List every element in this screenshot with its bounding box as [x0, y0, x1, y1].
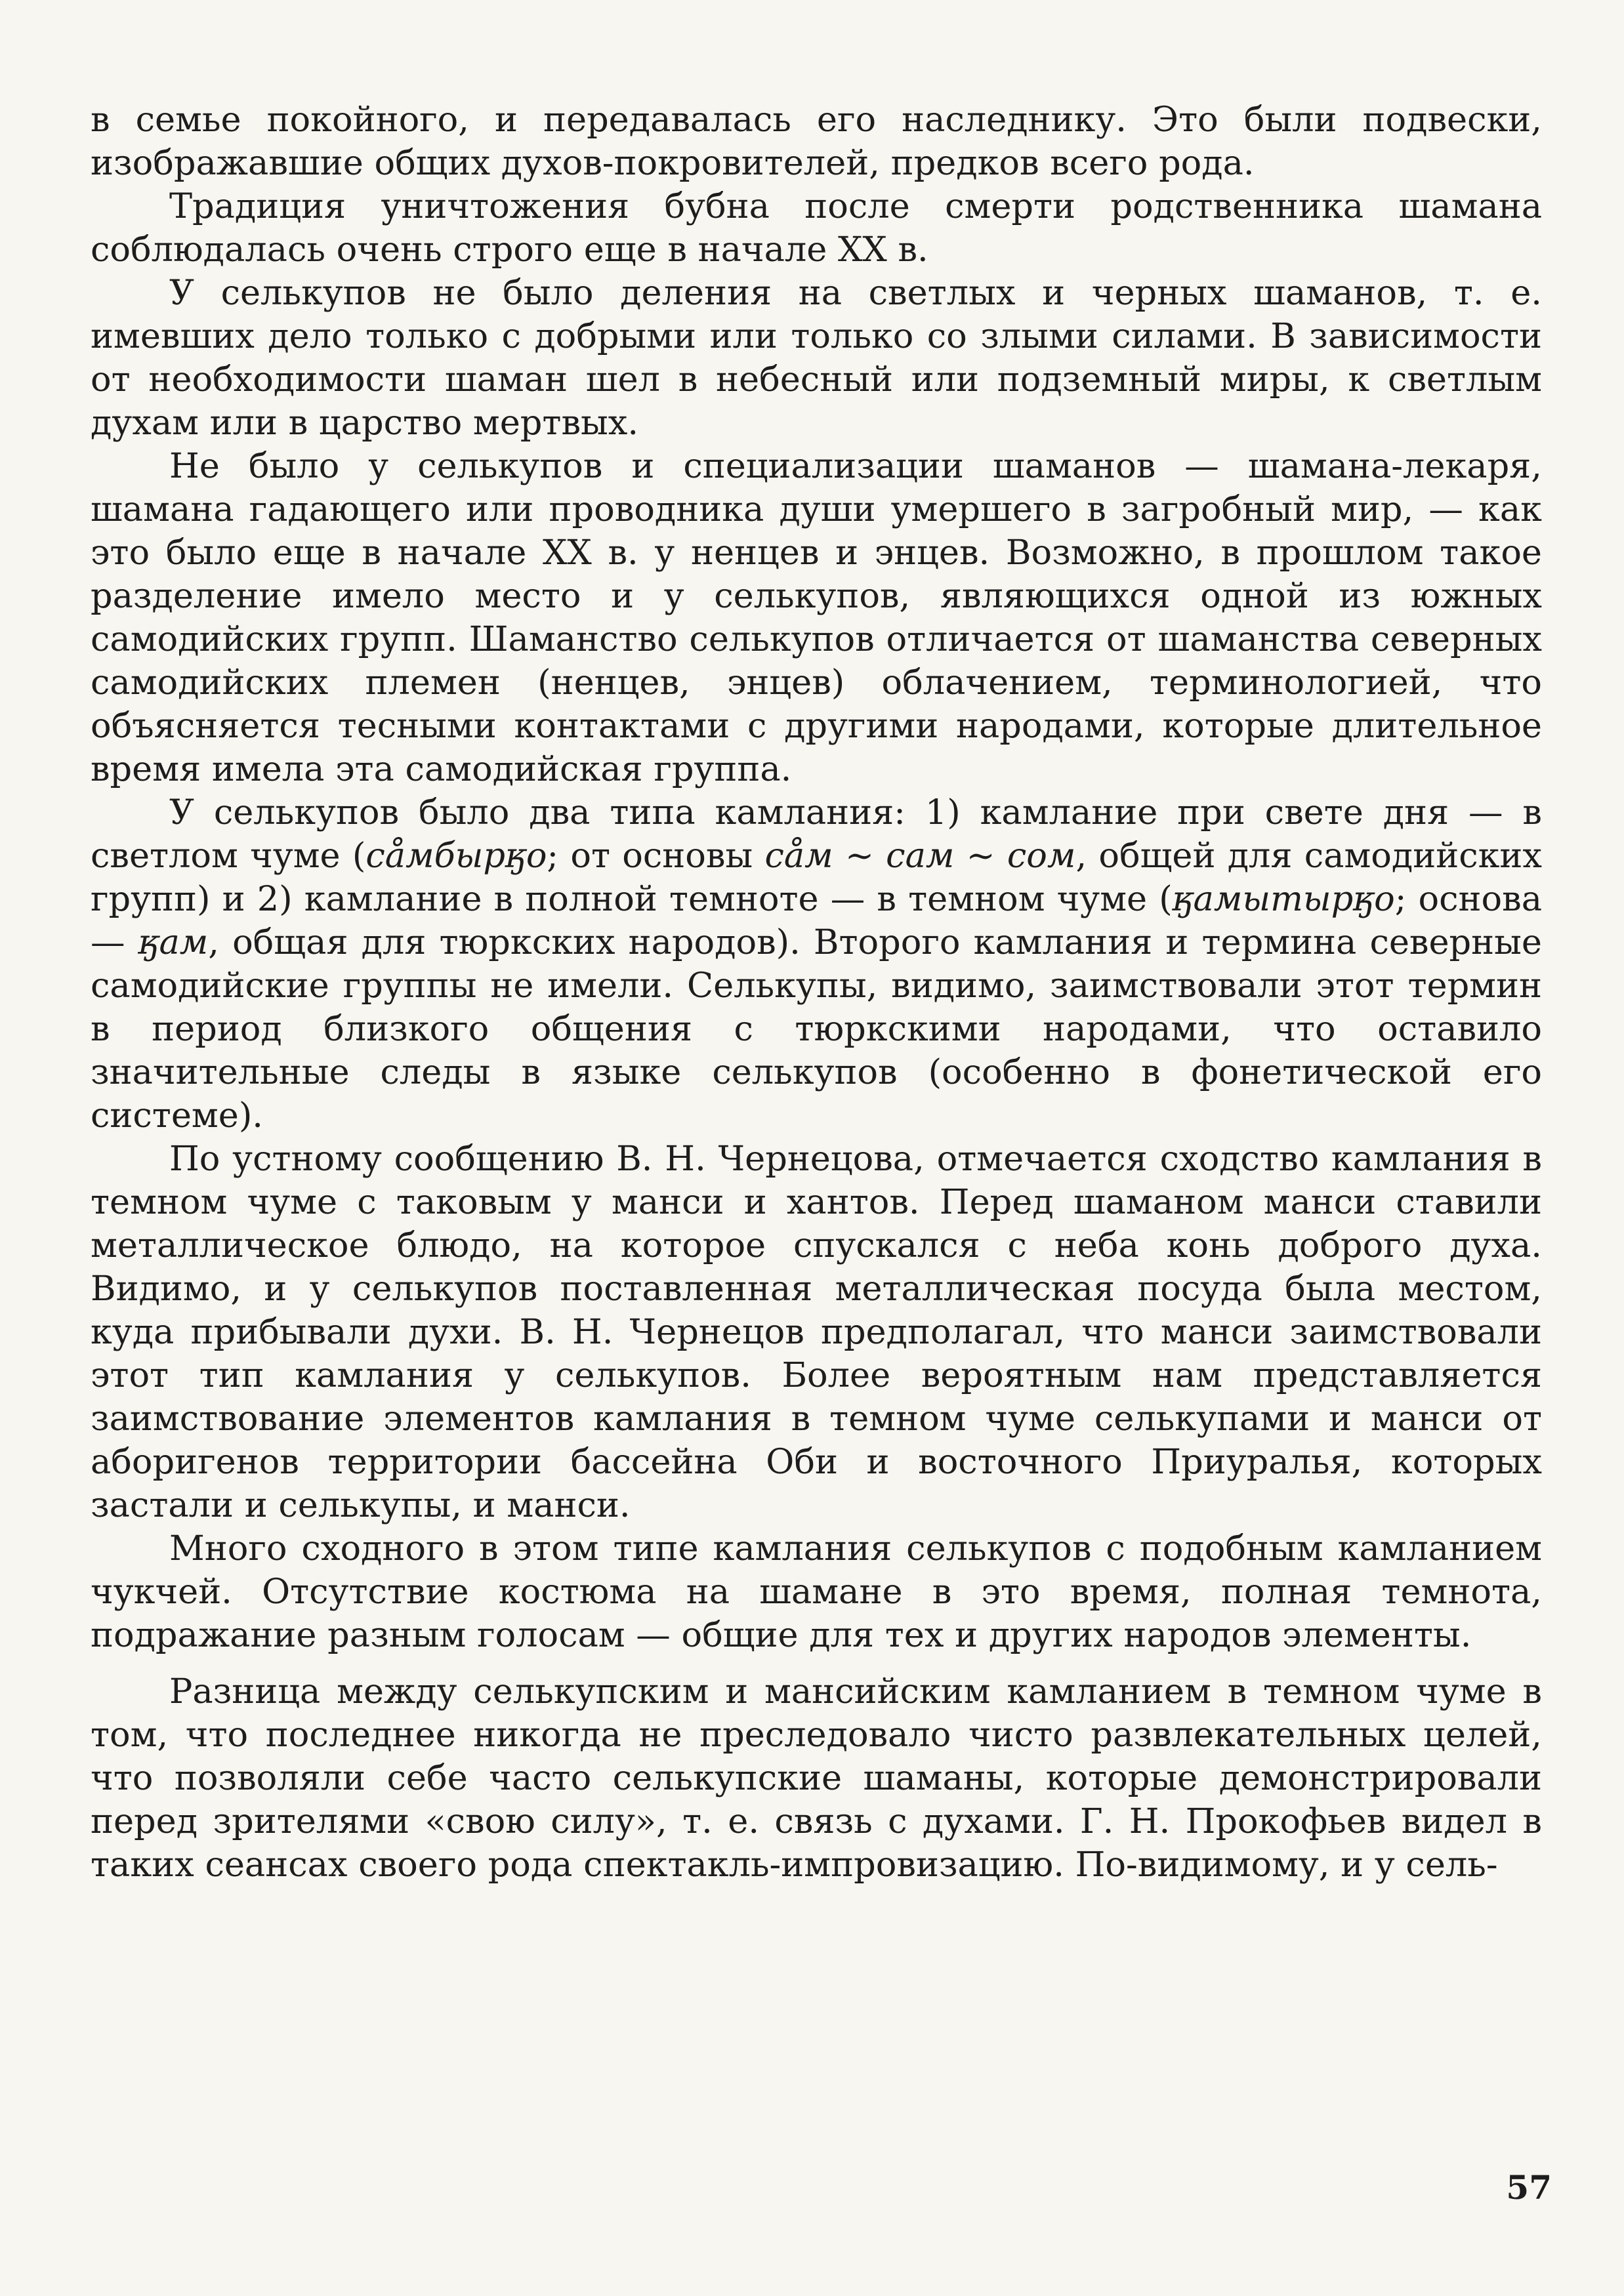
term-kamytyrko: ӄамытырӄо — [1172, 879, 1395, 919]
paragraph-5-text-5: , общая для тюркских народов). Второго камлания и термина северные самодийские группы не имели. Селькупы, видимо, заимствовали этот термин в период близкого общения с тюркскими народами, что оставило значительные следы в языке селькупов (особенно в фонетической его системе). — [91, 922, 1542, 1136]
paragraph-6: По устному сообщению В. Н. Чернецова, отмечается сходство камлания в темном чуме с таковым у манси и хантов. Перед шаманом манси ставили металлическое блюдо, на которое спускался с неба конь доброго духа. Видимо, и у селькупов поставленная металлическая посуда была местом, куда прибывали духи. В. Н. Чернецов предполагал, что манси заимствовали этот тип камлания у селькупов. Более вероятным нам представляется заимствование элементов камлания в темном чуме селькупами и манси от аборигенов территории бассейна Оби и восточного Приуралья, которых застали и селькупы, и манси. — [91, 1139, 1542, 1525]
paragraph-5 — [91, 791, 1542, 1138]
paragraph-4: Не было у селькупов и специализации шаманов — шамана-лекаря, шамана гадающего или проводника души умершего в загробный мир, — как это было еще в начале XX в. у ненцев и энцев. Возможно, в прошлом такое разделение имело место и у селькупов, являющихся одной из южных самодийских групп. Шаманство селькупов отличается от шаманства северных самодийских племен (ненцев, энцев) облачением, терминологией, что объясняется тесными контактами с другими народами, которые длительное время имела эта самодийская группа. — [91, 446, 1542, 789]
term-sambyrko: са̊мбырӄо — [365, 836, 547, 876]
paragraph-5-text-1: У селькупов было два типа камлания: 1) камлание при свете дня — в светлом чуме ( — [91, 792, 1542, 876]
paragraph-5-text-4: ; основа — — [91, 879, 1542, 962]
paragraph-8: Разница между селькупским и мансийским камланием в темном чуме в том, что последнее никогда не преследовало чисто развлекательных целей, что позволяли себе часто селькупские шаманы, которые демонстрировали перед зрителями «свою силу», т. е. связь с духами. Г. Н. Прокофьев видел в таких сеансах своего рода спектакль-импровизацию. По-видимому, и у сель- — [91, 1671, 1542, 1885]
term-sam-root: са̊м ∼ сам ∼ сом — [764, 836, 1076, 876]
paragraph-5-text-3: , общей для самодийских групп) и 2) камлание в полной темноте — в темном чуме ( — [91, 836, 1543, 919]
term-kam: ӄам — [138, 922, 209, 962]
paragraph-3: У селькупов не было деления на светлых и черных шаманов, т. е. имевших дело только с добрыми или только со злыми силами. В зависимости от необходимости шаман шел в небесный или подземный миры, к светлым духам или в царство мертвых. — [91, 273, 1542, 443]
paragraph-5-text-2: ; от основы — [547, 836, 765, 876]
body-text — [91, 98, 1542, 1887]
paragraph-7: Много сходного в этом типе камлания селькупов с подобным камланием чукчей. Отсутствие костюма на шамане в это время, полная темнота, подражание разным голосам — общие для тех и других народов элементы. — [91, 1528, 1542, 1655]
page-number: 57 — [1506, 2168, 1552, 2207]
paragraph-1: в семье покойного, и передавалась его наследнику. Это были подвески, изображавшие общих духов-покровителей, предков всего рода. — [91, 100, 1542, 183]
paragraph-2: Традиция уничтожения бубна после смерти родственника шамана соблюдалась очень строго еще в начале XX в. — [91, 186, 1542, 270]
